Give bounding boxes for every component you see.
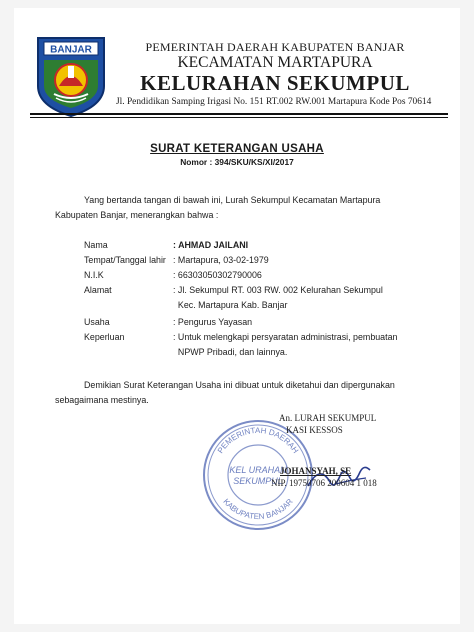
field-value-alamat-line-2: Kec. Martapura Kab. Banjar xyxy=(173,300,288,310)
field-value-nama: : AHMAD JAILANI xyxy=(173,240,249,250)
signatory-nip: NIP. 19750706 200604 1 018 xyxy=(271,478,377,488)
header-rule-thick xyxy=(30,113,448,115)
signatory-name: JOHANSYAH, SE xyxy=(280,466,352,476)
stamp-bottom-text: KABUPATEN BANJAR xyxy=(221,497,295,522)
header-district-line: KECAMATAN MARTAPURA xyxy=(177,54,373,71)
header-government-line: PEMERINTAH DAERAH KABUPATEN BANJAR xyxy=(145,40,405,54)
field-label-nama: Nama xyxy=(84,240,108,250)
field-label-ttl: Tempat/Tanggal lahir xyxy=(84,255,166,265)
handwritten-signature xyxy=(300,456,380,496)
field-label-keperluan: Keperluan xyxy=(84,332,125,342)
stamp-top-text: PEMERINTAH DAERAH xyxy=(215,425,301,455)
field-value-alamat: : Jl. Sekumpul RT. 003 RW. 002 Kelurahan Sekumpul xyxy=(173,285,383,295)
signature-position: KASI KESSOS xyxy=(286,425,343,435)
header-address: Jl. Pendidikan Samping Irigasi No. 151 RT.002 RW.001 Martapura Kode Pos 70614 xyxy=(116,97,432,107)
signature-an: An. LURAH SEKUMPUL xyxy=(279,413,377,423)
closing-line-2: sebagaimana mestinya. xyxy=(55,395,149,405)
field-label-nik: N.I.K xyxy=(84,270,104,280)
field-value-usaha: : Pengurus Yayasan xyxy=(173,317,253,327)
intro-line-1: Yang bertanda tangan di bawah ini, Lurah Sekumpul Kecamatan Martapura xyxy=(84,195,381,205)
banjar-regency-logo xyxy=(34,36,108,118)
field-value-keperluan: : Untuk melengkapi persyaratan administrasi, pembuatan xyxy=(173,332,398,342)
stamp-center-line-1: KEL URAHAN xyxy=(229,465,287,475)
header-rule-thin xyxy=(30,117,448,118)
field-value-ttl: : Martapura, 03-02-1979 xyxy=(173,255,269,265)
field-label-alamat: Alamat xyxy=(84,285,112,295)
closing-line-1: Demikian Surat Keterangan Usaha ini dibuat untuk diketahui dan dipergunakan xyxy=(84,380,395,390)
field-label-usaha: Usaha xyxy=(84,317,110,327)
letter-title: SURAT KETERANGAN USAHA xyxy=(150,143,324,155)
stamp-center-line-2: SEKUMPUL xyxy=(233,476,283,486)
logo-text: BANJAR xyxy=(50,44,92,56)
intro-line-2: Kabupaten Banjar, menerangkan bahwa : xyxy=(55,210,219,220)
field-value-keperluan-line-2: NPWP Pribadi, dan lainnya. xyxy=(173,347,288,357)
letter-number: Nomor : 394/SKU/KS/XI/2017 xyxy=(180,157,294,167)
field-value-nik: : 66303050302790006 xyxy=(173,270,262,280)
header-village-line: KELURAHAN SEKUMPUL xyxy=(140,71,410,95)
